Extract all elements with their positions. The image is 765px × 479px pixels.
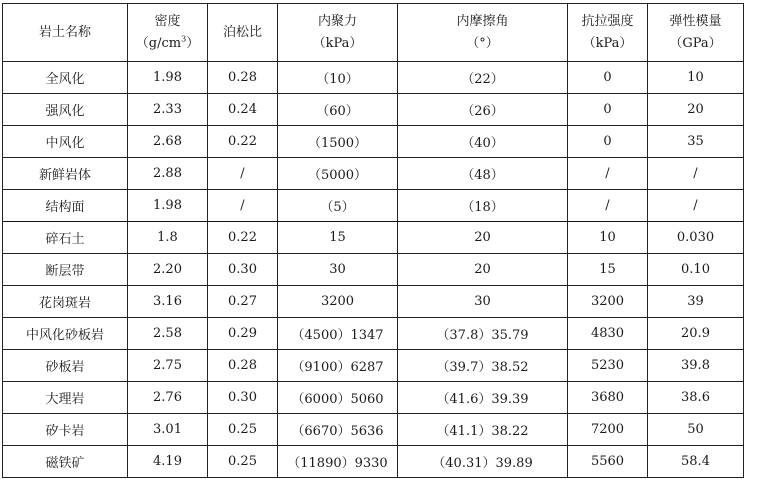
cell-tensile-strength: 0 [568,62,648,94]
cell-tensile-strength: 5230 [568,350,648,382]
cell-tensile-strength: 5560 [568,446,648,478]
cell-friction-angle: （41.6）39.39 [398,382,568,414]
cell-density: 2.75 [128,350,208,382]
cell-poisson: 0.25 [208,414,278,446]
cell-tensile-strength: 7200 [568,414,648,446]
table-row [3,94,744,126]
cell-elastic-modulus: / [648,190,744,222]
cell-friction-angle: （18） [398,190,568,222]
cell-density: 2.68 [128,126,208,158]
cell-density: 3.16 [128,286,208,318]
cell-name: 矽卡岩 [3,414,128,446]
header-elastic-modulus: 弹性模量 （GPa） [648,4,744,62]
cell-elastic-modulus: 20 [648,94,744,126]
cell-density: 1.98 [128,62,208,94]
cell-tensile-strength: 0 [568,126,648,158]
cell-poisson: 0.22 [208,222,278,254]
cell-name: 中风化 [3,126,128,158]
table-row [3,286,744,318]
table-row [3,318,744,350]
table-row [3,62,744,94]
cell-elastic-modulus: 50 [648,414,744,446]
cell-poisson: 0.24 [208,94,278,126]
cell-friction-angle: 20 [398,254,568,286]
cell-cohesion: 15 [278,222,398,254]
header-density: 密度 $(g/cm^3)$ [128,4,208,62]
cell-density: 2.20 [128,254,208,286]
cell-name: 结构面 [3,190,128,222]
cell-name: 强风化 [3,94,128,126]
cell-poisson: 0.30 [208,254,278,286]
table-row [3,350,744,382]
cell-name: 花岗斑岩 [3,286,128,318]
cell-density: 2.88 [128,158,208,190]
cell-elastic-modulus: 10 [648,62,744,94]
cell-cohesion: （6670）5636 [278,414,398,446]
cell-poisson: 0.28 [208,350,278,382]
cell-density: 1.98 [128,190,208,222]
rock-soil-parameters-table [2,3,744,478]
cell-name: 全风化 [3,62,128,94]
cell-tensile-strength: 4830 [568,318,648,350]
cell-friction-angle: （26） [398,94,568,126]
cell-density: 1.8 [128,222,208,254]
cell-friction-angle: （40.31）39.89 [398,446,568,478]
header-friction-angle: 内摩擦角 （°） [398,4,568,62]
cell-density: 3.01 [128,414,208,446]
cell-poisson: / [208,158,278,190]
cell-cohesion: 30 [278,254,398,286]
cell-cohesion: （11890）9330 [278,446,398,478]
cell-friction-angle: 30 [398,286,568,318]
header-tensile-strength: 抗拉强度 （kPa） [568,4,648,62]
cell-elastic-modulus: 0.10 [648,254,744,286]
cell-cohesion: （4500）1347 [278,318,398,350]
cell-friction-angle: （37.8）35.79 [398,318,568,350]
cell-cohesion: （6000）5060 [278,382,398,414]
cell-tensile-strength: 15 [568,254,648,286]
cell-elastic-modulus: 20.9 [648,318,744,350]
cell-friction-angle: （39.7）38.52 [398,350,568,382]
cell-poisson: 0.22 [208,126,278,158]
cell-elastic-modulus: 39.8 [648,350,744,382]
cell-cohesion: （9100）6287 [278,350,398,382]
cell-elastic-modulus: 0.030 [648,222,744,254]
table-body [3,62,744,478]
cell-tensile-strength: 3200 [568,286,648,318]
cell-tensile-strength: 0 [568,94,648,126]
cell-name: 砂板岩 [3,350,128,382]
cell-elastic-modulus: / [648,158,744,190]
cell-cohesion: （5000） [278,158,398,190]
cell-friction-angle: （22） [398,62,568,94]
cell-friction-angle: （41.1）38.22 [398,414,568,446]
cell-name: 中风化砂板岩 [3,318,128,350]
cell-elastic-modulus: 35 [648,126,744,158]
cell-density: 4.19 [128,446,208,478]
table-row [3,446,744,478]
cell-friction-angle: （40） [398,126,568,158]
cell-name: 断层带 [3,254,128,286]
table-row [3,126,744,158]
cell-tensile-strength: 3680 [568,382,648,414]
header-name: 岩土名称 [3,4,128,62]
cell-elastic-modulus: 38.6 [648,382,744,414]
cell-density: 2.33 [128,94,208,126]
header-cohesion: 内聚力 （kPa） [278,4,398,62]
cell-elastic-modulus: 39 [648,286,744,318]
header-row [3,4,744,62]
cell-poisson: 0.28 [208,62,278,94]
table-row [3,190,744,222]
cell-density: 2.76 [128,382,208,414]
table-row [3,158,744,190]
cell-friction-angle: 20 [398,222,568,254]
cell-poisson: 0.30 [208,382,278,414]
table-row [3,382,744,414]
cell-poisson: 0.25 [208,446,278,478]
cell-tensile-strength: / [568,190,648,222]
cell-friction-angle: （48） [398,158,568,190]
cell-poisson: 0.27 [208,286,278,318]
cell-cohesion: （1500） [278,126,398,158]
table-row [3,254,744,286]
cell-poisson: 0.29 [208,318,278,350]
cell-poisson: / [208,190,278,222]
table-row [3,414,744,446]
cell-cohesion: （5） [278,190,398,222]
cell-density: 2.58 [128,318,208,350]
cell-tensile-strength: / [568,158,648,190]
cell-name: 磁铁矿 [3,446,128,478]
header-poisson: 泊松比 [208,4,278,62]
cell-name: 大理岩 [3,382,128,414]
table-row [3,222,744,254]
cell-cohesion: （10） [278,62,398,94]
cell-cohesion: （60） [278,94,398,126]
cell-tensile-strength: 10 [568,222,648,254]
cell-name: 新鲜岩体 [3,158,128,190]
cell-cohesion: 3200 [278,286,398,318]
cell-name: 碎石土 [3,222,128,254]
cell-elastic-modulus: 58.4 [648,446,744,478]
